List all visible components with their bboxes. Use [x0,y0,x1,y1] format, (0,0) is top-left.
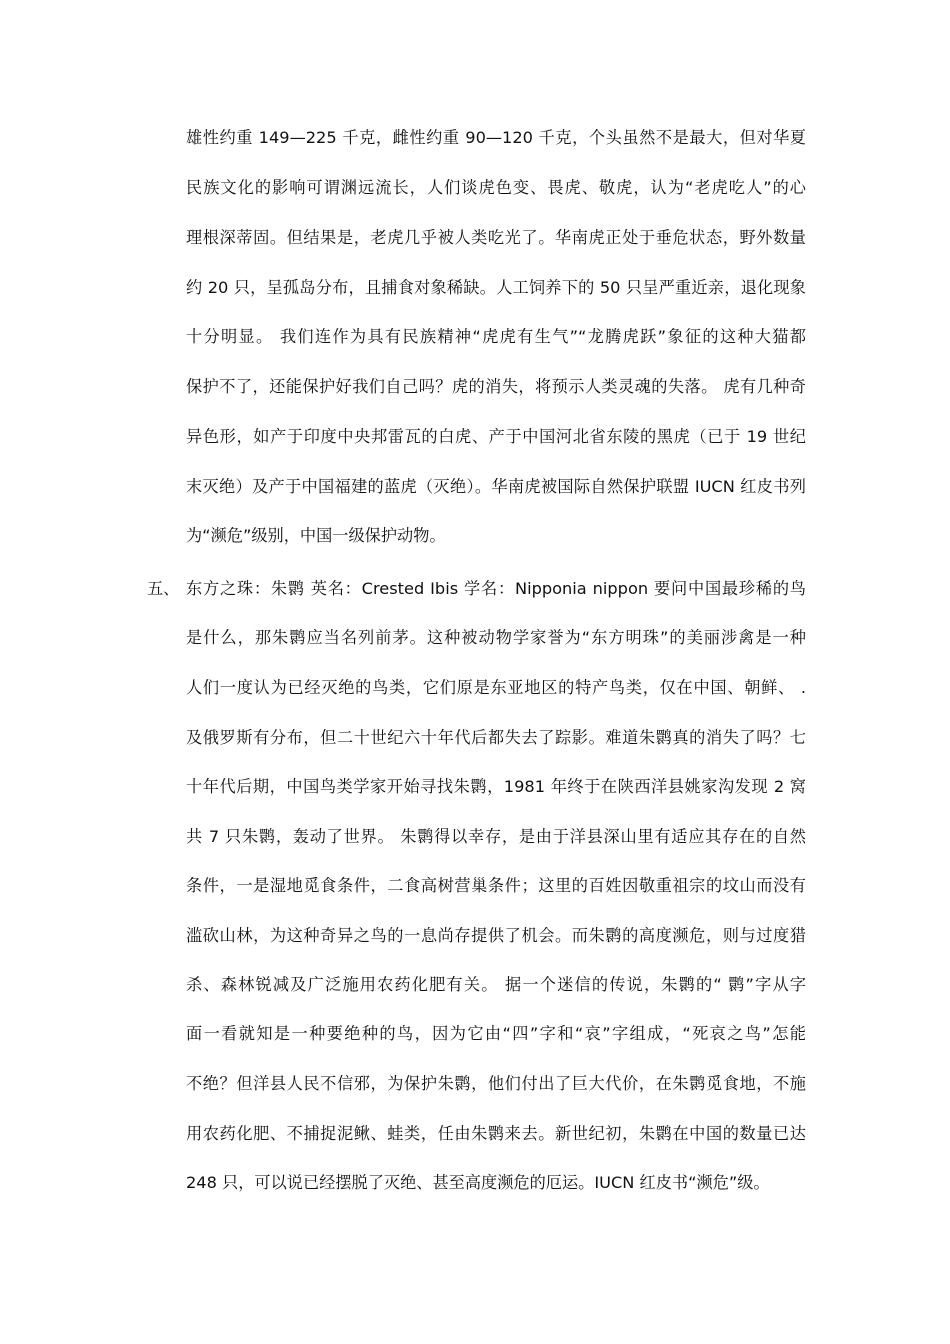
text-line: 面一看就知是一种要绝种的鸟，因为它由“四”字和“哀”字组成，“死哀之鸟”怎能 [186,1024,806,1043]
text-line: 十年代后期，中国鸟类学家开始寻找朱鹮，1981 年终于在陕西洋县姚家沟发现 2 窝 [186,777,806,796]
text-line: 248 只，可以说已经摆脱了灭绝、甚至高度濒危的厄运。IUCN 红皮书“濒危”级。 [186,1173,770,1192]
text-line: 共 7 只朱鹮，轰动了世界。 朱鹮得以幸存，是由于洋县深山里有适应其存在的自然 [186,827,806,846]
text-line: 条件，一是湿地觅食条件，二食高树营巢条件；这里的百姓因敬重祖宗的坟山而没有 [186,876,806,895]
text-line: 约 20 只，呈孤岛分布，且捕食对象稀缺。人工饲养下的 50 只呈严重近亲，退化现象 [186,278,806,297]
text-line: 异色形，如产于印度中央邦雷瓦的白虎、产于中国河北省东陵的黑虎（已于 19 世纪 [186,427,806,446]
text-line: 不绝？但洋县人民不信邪，为保护朱鹮，他们付出了巨大代价，在朱鹮觅食地，不施 [186,1074,806,1093]
text-line: 为“濒危”级别，中国一级保护动物。 [186,526,446,545]
text-line: 保护不了，还能保护好我们自己吗？虎的消失，将预示人类灵魂的失落。 虎有几种奇 [186,377,806,396]
text-line: 雄性约重 149—225 千克，雌性约重 90—120 千克，个头虽然不是最大，但对华夏 [186,128,806,147]
text-line: 理根深蒂固。但结果是，老虎几乎被人类吃光了。华南虎正处于垂危状态，野外数量 [186,228,806,247]
text-line: 用农药化肥、不捕捉泥鳅、蛙类，任由朱鹮来去。新世纪初，朱鹮在中国的数量已达 [186,1124,806,1143]
text-line: 是什么，那朱鹮应当名列前茅。这种被动物学家誉为“东方明珠”的美丽涉禽是一种 [186,628,806,647]
text-line: 滥砍山林，为这种奇异之鸟的一息尚存提供了机会。而朱鹮的高度濒危，则与过度猎 [186,926,806,945]
text-line: 末灭绝）及产于中国福建的蓝虎（灭绝）。华南虎被国际自然保护联盟 IUCN 红皮书列 [186,477,806,496]
text-line: 人们一度认为已经灭绝的鸟类，它们原是东亚地区的特产鸟类，仅在中国、朝鲜、 . [186,678,806,697]
text-line: 十分明显。 我们连作为具有民族精神“虎虎有生气”“龙腾虎跃”象征的这种大猫都 [186,327,806,346]
text-line: 及俄罗斯有分布，但二十世纪六十年代后都失去了踪影。难道朱鹮真的消失了吗？七 [186,728,806,747]
text-line: 杀、森林锐减及广泛施用农药化肥有关。 据一个迷信的传说，朱鹮的“ 鹮”字从字 [186,975,806,994]
text-line: 民族文化的影响可谓渊远流长，人们谈虎色变、畏虎、敬虎，认为“老虎吃人”的心 [186,178,806,197]
text-line: 东方之珠：朱鹮 英名：Crested Ibis 学名：Nipponia nippon 要问中国最珍稀的鸟 [186,579,806,598]
section-number: 五、 [147,579,180,598]
